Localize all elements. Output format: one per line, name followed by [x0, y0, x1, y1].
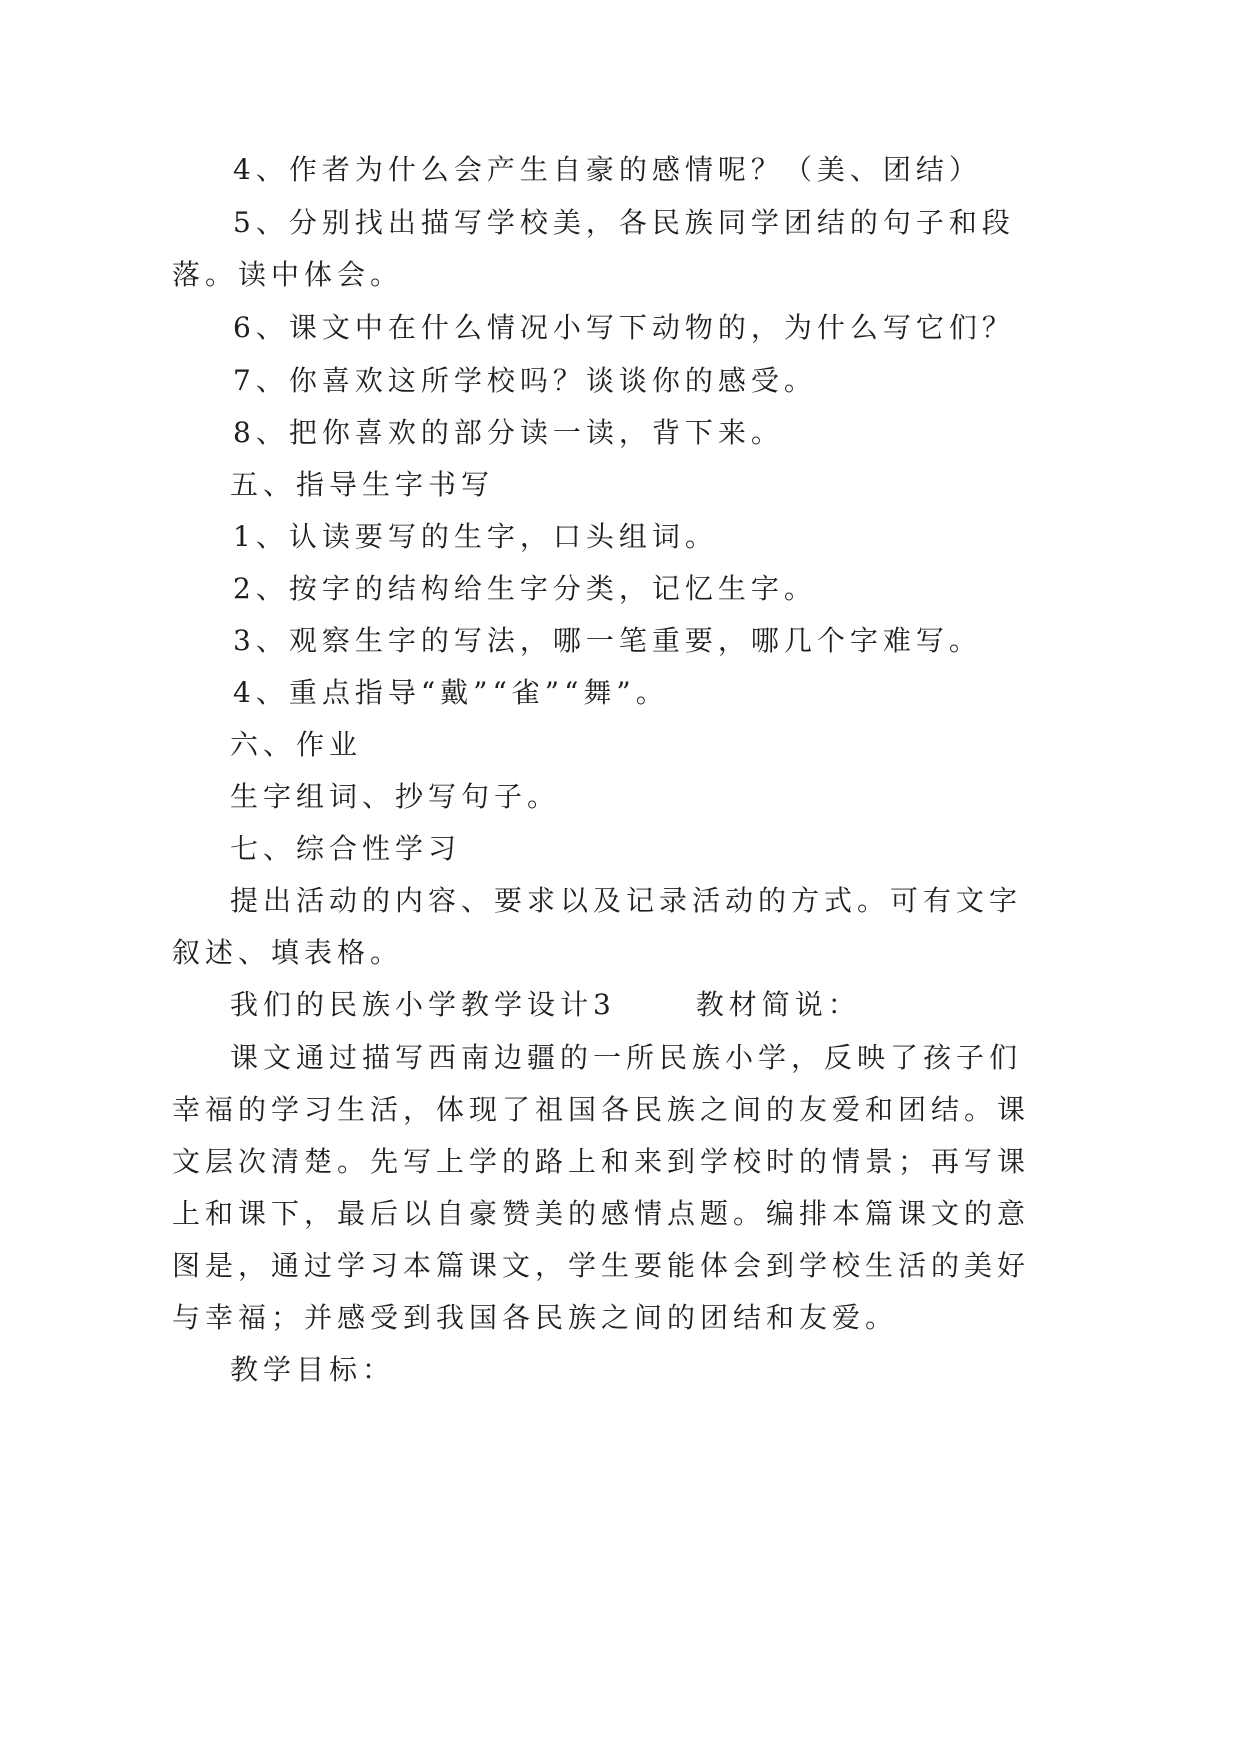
section-heading: 七、综合性学习 [230, 832, 462, 865]
paragraph: 课文通过描写西南边疆的一所民族小学，反映了孩子们 [230, 1041, 1023, 1074]
paragraph-continuation: 叙述、填表格。 [172, 936, 404, 969]
paragraph-continuation: 与幸福；并感受到我国各民族之间的团结和友爱。 [172, 1301, 899, 1334]
section-heading: 六、作业 [230, 728, 363, 761]
section-heading: 五、指导生字书写 [230, 468, 495, 501]
paragraph: 生字组词、抄写句子。 [230, 780, 561, 813]
list-item: 8、把你喜欢的部分读一读，背下来。 [233, 416, 784, 449]
paragraph: 提出活动的内容、要求以及记录活动的方式。可有文字 [230, 884, 1023, 917]
list-item: 4、作者为什么会产生自豪的感情呢？（美、团结） [233, 153, 982, 186]
list-item: 5、分别找出描写学校美，各民族同学团结的句子和段 [233, 206, 1015, 239]
list-item: 1、认读要写的生字，口头组词。 [233, 520, 718, 553]
list-item: 4、重点指导“戴”“雀”“舞”。 [233, 676, 669, 709]
paragraph-continuation: 图是，通过学习本篇课文，学生要能体会到学校生活的美好 [172, 1249, 1031, 1282]
list-item: 3、观察生字的写法，哪一笔重要，哪几个字难写。 [233, 624, 982, 657]
list-item: 7、你喜欢这所学校吗？谈谈你的感受。 [233, 364, 817, 397]
document-subtitle: 我们的民族小学教学设计3 教材简说： [230, 988, 861, 1021]
paragraph-continuation: 上和课下，最后以自豪赞美的感情点题。编排本篇课文的意 [172, 1197, 1031, 1230]
paragraph-continuation: 落。读中体会。 [172, 258, 404, 291]
section-heading: 教学目标： [230, 1353, 396, 1386]
list-item: 2、按字的结构给生字分类，记忆生字。 [233, 572, 817, 605]
paragraph-continuation: 文层次清楚。先写上学的路上和来到学校时的情景；再写课 [172, 1145, 1031, 1178]
paragraph-continuation: 幸福的学习生活，体现了祖国各民族之间的友爱和团结。课 [172, 1093, 1031, 1126]
list-item: 6、课文中在什么情况小写下动物的，为什么写它们？ [233, 311, 1015, 344]
